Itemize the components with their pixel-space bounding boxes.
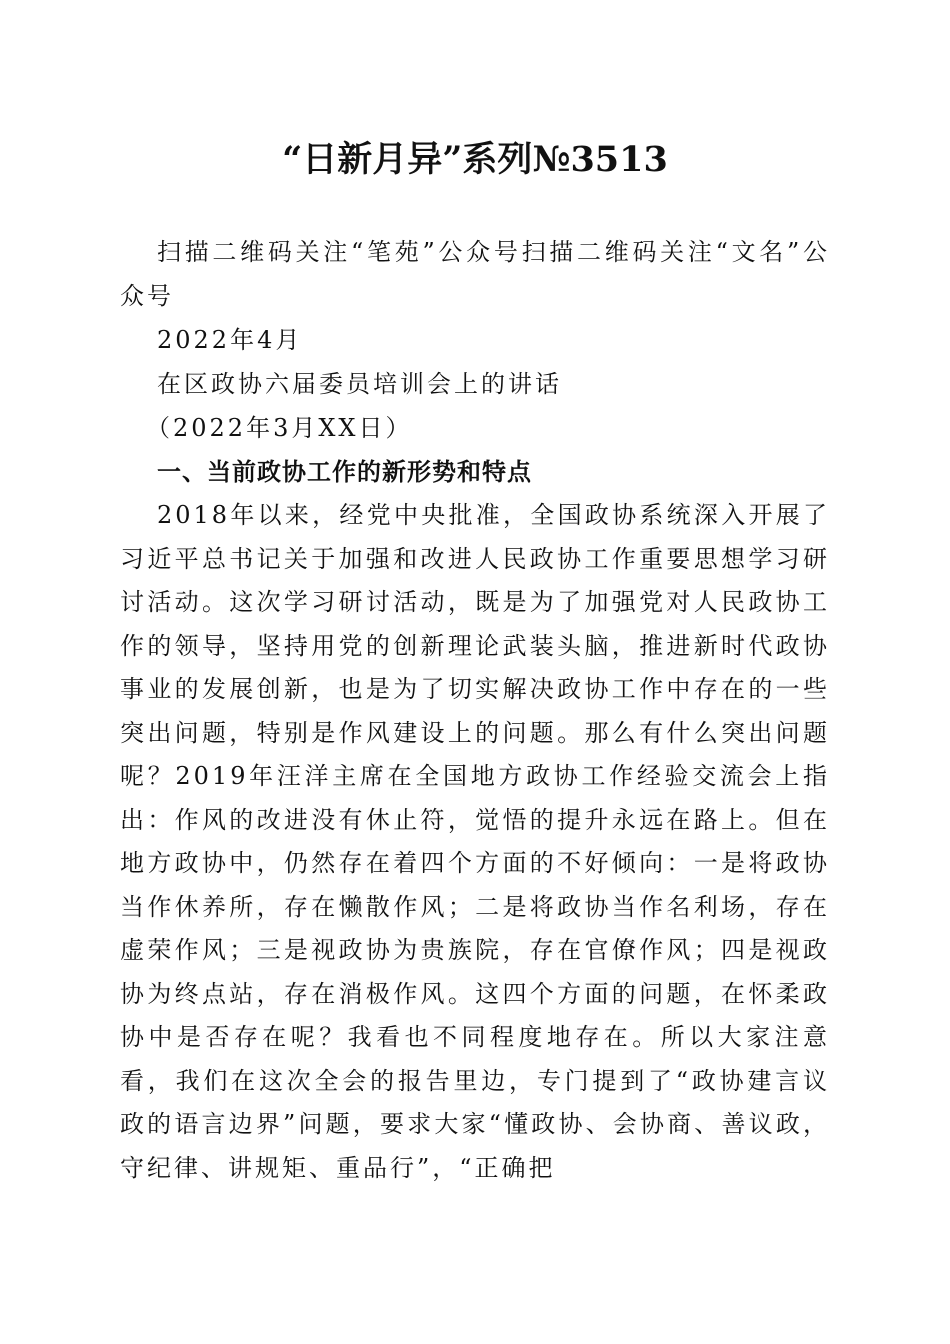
document-date: 2022年4月 [157,326,303,354]
speech-date: （2022年3月XX日） [146,414,413,442]
body-paragraph: 2018年以来，经党中央批准，全国政协系统深入开展了习近平总书记关于加强和改进人民政协工作重要思想学习研讨活动。这次学习研讨活动，既是为了加强党对人民政协工作的领导，坚持用党的创新理论武装头脑，推进新时代政协事业的发展创新，也是为了切实解决政协工作中存在的一些突出问题，特别是作风建设上的问题。那么有什么突出问题呢？2019年汪洋主席在全国地方政协工作经验交流会上指出：作风的改进没有休止符，觉悟的提升永远在路上。但在地方政协中，仍然存在着四个方面的不好倾向：一是将政协当作休养所，存在懒散作风；二是将政协当作名利场，存在虚荣作风；三是视政协为贵族院，存在官僚作风；四是视政协为终点站，存在消极作风。这四个方面的问题，在怀柔政协中是否存在呢？我看也不同程度地存在。所以大家注意看，我们在这次全会的报告里边，专门提到了“政协建言议政的语言边界”问题，要求大家“懂政协、会协商、善议政，守纪律、讲规矩、重品行”，“正确把 [120,501,830,1182]
subscribe-line: 扫描二维码关注“笔苑”公众号扫描二维码关注“文名”公众号 [120,238,830,310]
document-title: “日新月异”系列№3513 [282,139,668,180]
document-body [120,230,830,1190]
section-heading: 一、当前政协工作的新形势和特点 [157,458,532,486]
speech-title: 在区政协六届委员培训会上的讲话 [157,370,562,398]
